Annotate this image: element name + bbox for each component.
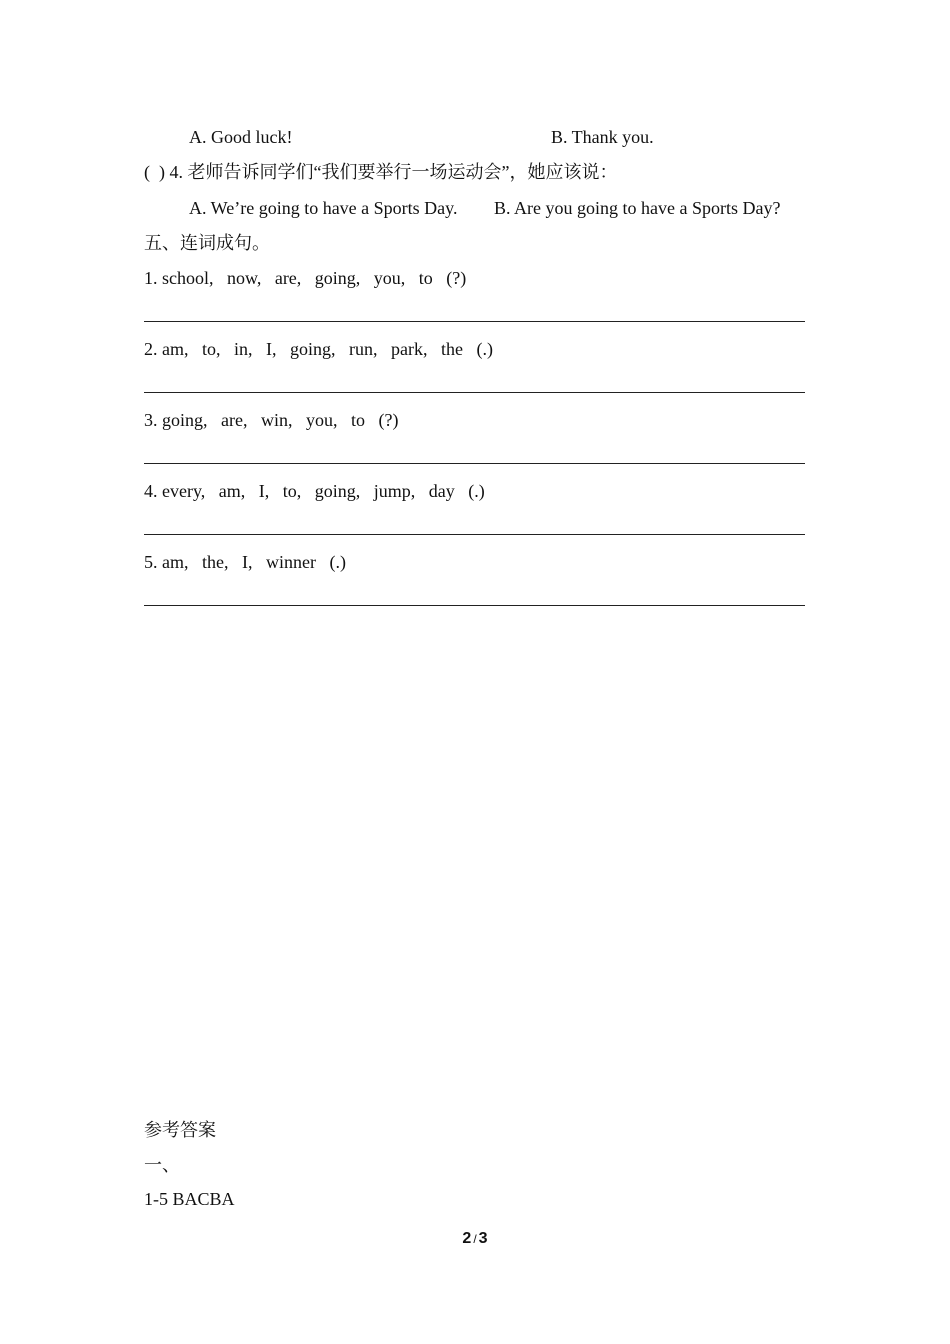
question3-option-b: B. Thank you.: [551, 127, 654, 147]
answer-line-3[interactable]: [144, 463, 805, 464]
page-number: [0, 1229, 950, 1249]
answers-part1-label: 一、: [144, 1155, 180, 1175]
section5-item-2: 2. am, to, in, I, going, run, park, the (.): [144, 339, 493, 359]
page-separator: /: [473, 1232, 477, 1246]
answers-part1-answer: 1-5 BACBA: [144, 1189, 235, 1209]
question4-stem: ( ) 4. 老师告诉同学们“我们要举行一场运动会”，她应该说：: [144, 162, 618, 182]
answer-line-2[interactable]: [144, 392, 805, 393]
answers-title: 参考答案: [144, 1120, 216, 1140]
section5-item-3: 3. going, are, win, you, to (?): [144, 410, 399, 430]
current-page: 2: [462, 1230, 472, 1247]
question3-option-a: A. Good luck!: [189, 127, 293, 147]
section5-item-4: 4. every, am, I, to, going, jump, day (.): [144, 481, 485, 501]
question4-option-b: B. Are you going to have a Sports Day?: [494, 198, 781, 218]
answer-line-4[interactable]: [144, 534, 805, 535]
section5-item-1: 1. school, now, are, going, you, to (?): [144, 268, 467, 288]
answer-line-1[interactable]: [144, 321, 805, 322]
section5-item-5: 5. am, the, I, winner (.): [144, 552, 346, 572]
question4-option-a: A. We’re going to have a Sports Day.: [189, 198, 458, 218]
total-pages: 3: [478, 1230, 488, 1247]
section5-title: 五、连词成句。: [144, 233, 270, 253]
answer-line-5[interactable]: [144, 605, 805, 606]
